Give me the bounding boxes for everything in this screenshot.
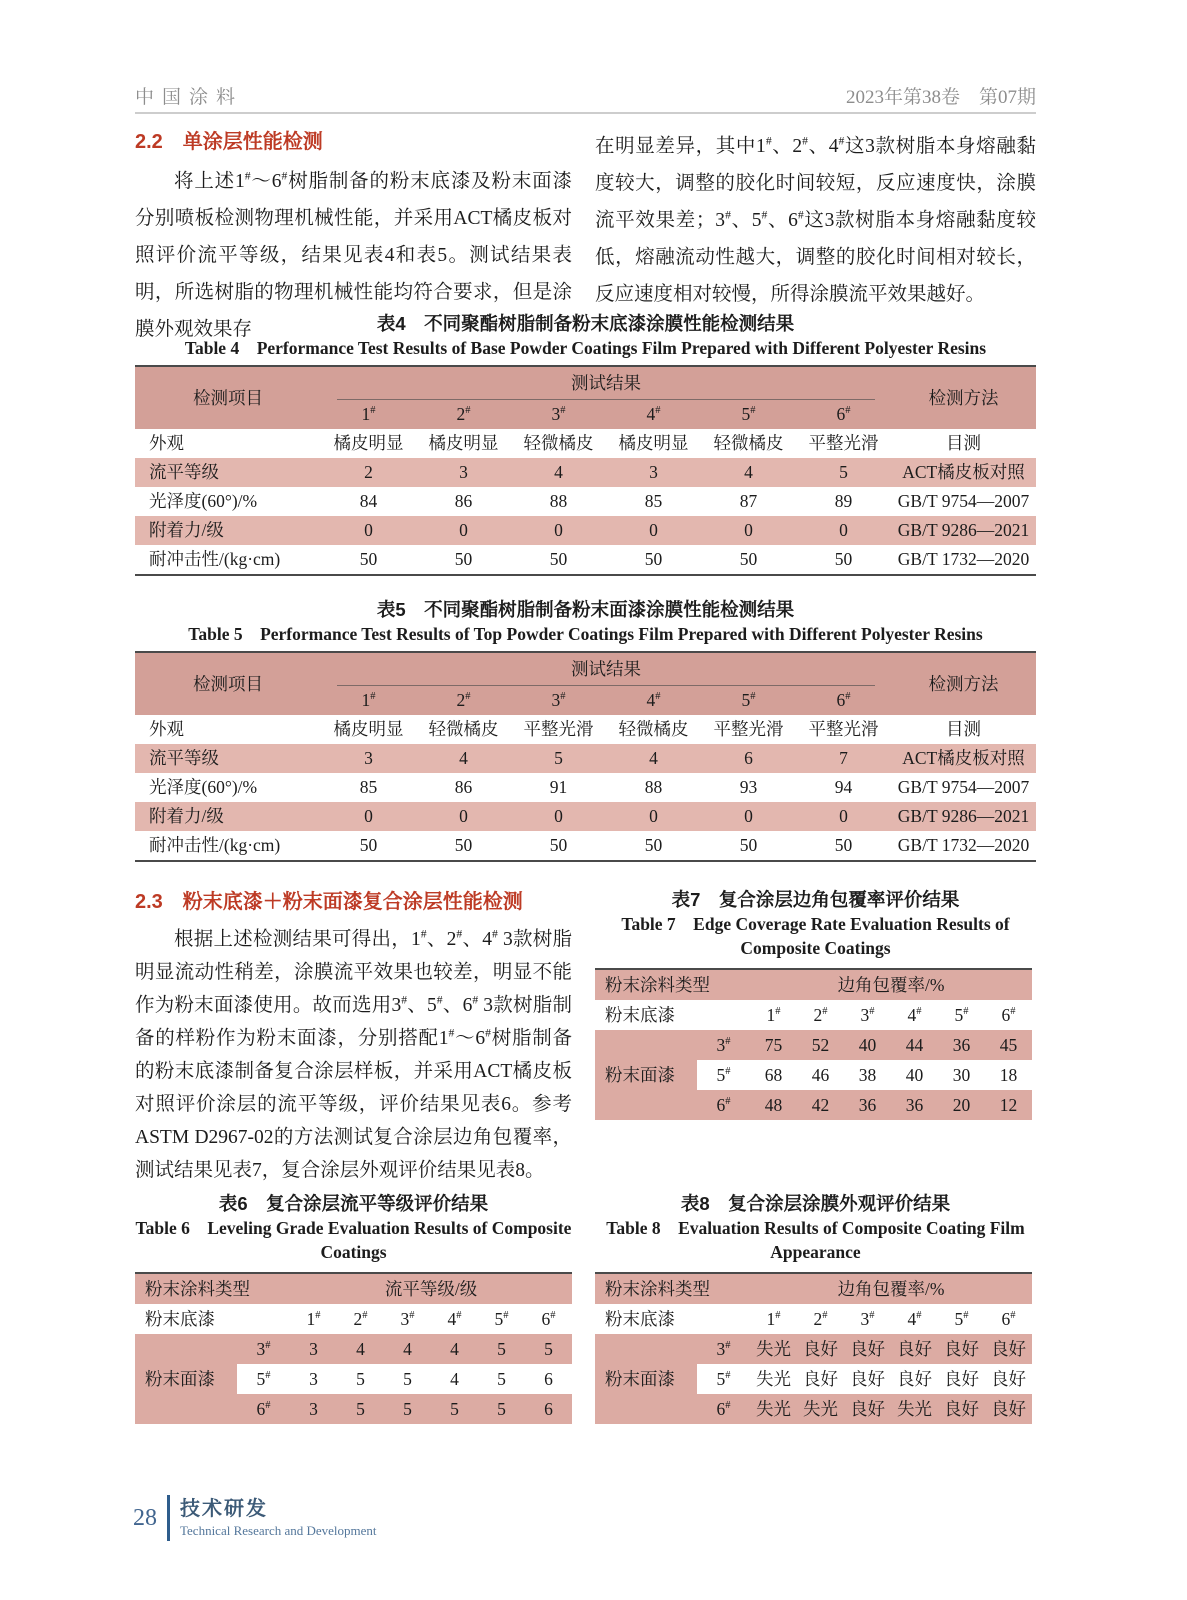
data-table bbox=[135, 365, 1036, 576]
top-coat-label: 粉末面漆 bbox=[595, 1030, 697, 1120]
table-cell: 45 bbox=[985, 1030, 1032, 1060]
table6-title-en-line1: Table 6 Leveling Grade Evaluation Results of Composite bbox=[135, 1218, 572, 1238]
table6-title-cn: 表6 复合涂层流平等级评价结果 bbox=[218, 1193, 489, 1214]
top-coat-sample: 6# bbox=[237, 1394, 290, 1424]
table-cell: 5 bbox=[356, 1369, 365, 1389]
table-cell: 40 bbox=[905, 1065, 924, 1085]
table-cell: 失光 bbox=[891, 1394, 938, 1424]
table-cell: 5 bbox=[403, 1369, 412, 1389]
table-cell: 0 bbox=[796, 516, 891, 545]
table-cell: 轻微橘皮 bbox=[523, 433, 594, 453]
table5-container bbox=[135, 651, 1036, 862]
sample-column-header: 6# bbox=[796, 686, 891, 715]
page-footer bbox=[133, 1495, 377, 1541]
table-cell: 失光 bbox=[797, 1394, 844, 1424]
page-header bbox=[135, 82, 1036, 109]
sample-column-header: 5# bbox=[954, 1005, 969, 1025]
sample-column-header: 3# bbox=[860, 1309, 875, 1329]
table-cell: 50 bbox=[644, 549, 663, 569]
table-row bbox=[135, 516, 1036, 545]
table-cell: 5 bbox=[384, 1394, 431, 1424]
table-cell: 89 bbox=[834, 491, 853, 511]
sample-column-header: 3# bbox=[511, 686, 606, 715]
row-label: 流平等级 bbox=[135, 744, 321, 773]
row-label: 耐冲击性/(kg·cm) bbox=[149, 549, 281, 569]
table-cell: 85 bbox=[644, 491, 663, 511]
table-cell: 36 bbox=[938, 1030, 985, 1060]
sample-column-header: 2# bbox=[813, 1309, 828, 1329]
right-column bbox=[595, 888, 1036, 1187]
sample-column-header: 4# bbox=[907, 1005, 922, 1025]
row-label: 光泽度(60°)/% bbox=[149, 491, 258, 511]
table-cell: 50 bbox=[644, 835, 663, 855]
result-group-header: 测试结果 bbox=[321, 366, 891, 400]
method-cell: 目测 bbox=[946, 433, 981, 453]
sample-column-header: 5# bbox=[701, 400, 796, 429]
page-number: 28 bbox=[133, 1504, 157, 1531]
table-row bbox=[135, 802, 1036, 831]
table-cell: 38 bbox=[858, 1065, 877, 1085]
row-label: 流平等级 bbox=[135, 458, 321, 487]
table-cell: 68 bbox=[764, 1065, 783, 1085]
method-column-header: 检测方法 bbox=[891, 366, 1036, 429]
sample-column-header: 1# bbox=[321, 400, 416, 429]
sample-column-header: 5# bbox=[494, 1309, 509, 1329]
method-cell: ACT橘皮板对照 bbox=[891, 458, 1036, 487]
table-cell: 3 bbox=[309, 1369, 318, 1389]
table-cell: 50 bbox=[834, 549, 853, 569]
base-coat-row bbox=[595, 1304, 1032, 1334]
top-coat-row bbox=[595, 1030, 1032, 1060]
table7-container bbox=[595, 968, 1036, 1120]
method-cell: GB/T 1732—2020 bbox=[897, 549, 1030, 569]
table-cell: 50 bbox=[454, 835, 473, 855]
table-cell: 46 bbox=[811, 1065, 830, 1085]
top-coat-sample: 6# bbox=[697, 1090, 750, 1120]
table-cell: 轻微橘皮 bbox=[713, 433, 784, 453]
table6-container bbox=[135, 1272, 572, 1424]
table-cell: 失光 bbox=[750, 1334, 797, 1364]
sample-column-header: 4# bbox=[606, 400, 701, 429]
table-cell: 良好 bbox=[797, 1334, 844, 1364]
top-coat-sample: 5# bbox=[256, 1369, 271, 1389]
type-column-header: 粉末涂料类型 bbox=[595, 969, 750, 1000]
table-cell: 5 bbox=[497, 1369, 506, 1389]
table-cell: 2 bbox=[321, 458, 416, 487]
table-cell: 0 bbox=[606, 516, 701, 545]
table-row bbox=[135, 715, 1036, 744]
item-column-header: 检测项目 bbox=[135, 652, 321, 715]
table4-title-cn: 表4 不同聚酯树脂制备粉末底漆涂膜性能检测结果 bbox=[376, 313, 795, 334]
top-coat-label: 粉末面漆 bbox=[595, 1334, 697, 1424]
table-cell: 86 bbox=[454, 777, 473, 797]
table-cell: 3 bbox=[321, 744, 416, 773]
table-cell: 0 bbox=[416, 516, 511, 545]
table-cell: 84 bbox=[359, 491, 378, 511]
table-row bbox=[135, 458, 1036, 487]
table-cell: 良好 bbox=[897, 1369, 932, 1389]
table7-title-en-line1: Table 7 Edge Coverage Rate Evaluation Results of bbox=[621, 914, 1010, 934]
sample-column-header: 1# bbox=[306, 1309, 321, 1329]
table-cell: 5 bbox=[431, 1394, 478, 1424]
table-cell: 0 bbox=[701, 802, 796, 831]
table-cell: 平整光滑 bbox=[713, 719, 784, 739]
table-cell: 6 bbox=[525, 1394, 572, 1424]
table5-block bbox=[135, 598, 1036, 862]
table-cell: 88 bbox=[644, 777, 663, 797]
table-row bbox=[135, 487, 1036, 516]
footer-section bbox=[180, 1497, 377, 1539]
top-coat-sample: 5# bbox=[716, 1065, 731, 1085]
table-cell: 平整光滑 bbox=[523, 719, 594, 739]
table-cell: 18 bbox=[999, 1065, 1018, 1085]
base-coat-row bbox=[595, 1000, 1032, 1030]
table-cell: 87 bbox=[739, 491, 758, 511]
table-cell: 12 bbox=[985, 1090, 1032, 1120]
table-cell: 4 bbox=[606, 744, 701, 773]
table-cell: 40 bbox=[844, 1030, 891, 1060]
row-label: 附着力/级 bbox=[135, 516, 321, 545]
table-cell: 良好 bbox=[850, 1369, 885, 1389]
table-cell: 85 bbox=[359, 777, 378, 797]
data-table bbox=[595, 1272, 1032, 1424]
table-row bbox=[135, 429, 1036, 458]
table-cell: 4 bbox=[701, 458, 796, 487]
table-cell: 7 bbox=[796, 744, 891, 773]
table-cell: 平整光滑 bbox=[808, 719, 879, 739]
sample-column-header: 2# bbox=[416, 400, 511, 429]
table7-title-cn: 表7 复合涂层边角包覆率评价结果 bbox=[671, 889, 960, 910]
sample-column-header: 1# bbox=[766, 1005, 781, 1025]
table-cell: 4 bbox=[384, 1334, 431, 1364]
table7-title-en-line2: Composite Coatings bbox=[740, 938, 891, 958]
table-cell: 橘皮明显 bbox=[333, 719, 404, 739]
table-cell: 0 bbox=[416, 802, 511, 831]
sample-column-header: 5# bbox=[701, 686, 796, 715]
table-header-row bbox=[595, 969, 1032, 1000]
table-cell: 75 bbox=[750, 1030, 797, 1060]
sample-column-header: 6# bbox=[1001, 1005, 1016, 1025]
section-2-2-left-paragraph: 将上述1#～6#树脂制备的粉末底漆及粉末面漆分别喷板检测物理机械性能，并采用ACT橘皮板对照评价流平等级，结果见表4和表5。测试结果表明，所选树脂的物理机械性能均符合要求，但是涂膜外观效果存 bbox=[135, 169, 572, 340]
group-header: 流平等级/级 bbox=[290, 1273, 572, 1304]
table-row bbox=[135, 545, 1036, 575]
table-cell: 0 bbox=[321, 802, 416, 831]
table-cell: 0 bbox=[606, 802, 701, 831]
result-group-header: 测试结果 bbox=[321, 652, 891, 686]
table-header-row bbox=[135, 366, 1036, 400]
footer-divider-bar bbox=[167, 1495, 170, 1541]
table-cell: 4 bbox=[450, 1369, 459, 1389]
table-cell: 3 bbox=[290, 1394, 337, 1424]
table-cell: 5 bbox=[525, 1334, 572, 1364]
method-cell: ACT橘皮板对照 bbox=[891, 744, 1036, 773]
table8-title-en-line2: Appearance bbox=[770, 1242, 861, 1262]
top-coat-sample: 3# bbox=[697, 1334, 750, 1364]
table-cell: 良好 bbox=[991, 1369, 1027, 1389]
table-cell: 50 bbox=[359, 549, 378, 569]
data-table bbox=[135, 651, 1036, 862]
top-coat-row bbox=[135, 1334, 572, 1364]
top-coat-sample: 3# bbox=[697, 1030, 750, 1060]
table-cell: 良好 bbox=[938, 1334, 985, 1364]
type-column-header: 粉末涂料类型 bbox=[595, 1273, 750, 1304]
table-cell: 4 bbox=[511, 458, 606, 487]
footer-section-en: Technical Research and Development bbox=[180, 1523, 377, 1538]
table-cell: 失光 bbox=[756, 1369, 791, 1389]
table-cell: 5 bbox=[796, 458, 891, 487]
table-cell: 轻微橘皮 bbox=[428, 719, 499, 739]
table-cell: 轻微橘皮 bbox=[618, 719, 689, 739]
table-cell: 36 bbox=[891, 1090, 938, 1120]
row-label: 外观 bbox=[149, 719, 184, 739]
table-cell: 3 bbox=[416, 458, 511, 487]
table-cell: 44 bbox=[891, 1030, 938, 1060]
sample-column-header: 4# bbox=[606, 686, 701, 715]
table-cell: 橘皮明显 bbox=[333, 433, 404, 453]
table-cell: 4 bbox=[337, 1334, 384, 1364]
table-cell: 3 bbox=[606, 458, 701, 487]
type-column-header: 粉末涂料类型 bbox=[135, 1273, 290, 1304]
base-coat-row bbox=[135, 1304, 572, 1334]
table-cell: 50 bbox=[454, 549, 473, 569]
section-2-2-right-paragraph: 在明显差异，其中1#、2#、4#这3款树脂本身熔融黏度较大，调整的胶化时间较短，反应速度快，涂膜流平效果差；3#、5#、6#这3款树脂本身熔融黏度较低，熔融流动性越大，调整的胶化时间相对较长，反应速度相对较慢，所得涂膜流平效果越好。 bbox=[595, 134, 1036, 305]
sample-column-header: 4# bbox=[447, 1309, 462, 1329]
group-header: 边角包覆率/% bbox=[750, 1273, 1032, 1304]
table8-container bbox=[595, 1272, 1036, 1424]
table-cell: 橘皮明显 bbox=[428, 433, 499, 453]
table-cell: 良好 bbox=[938, 1394, 985, 1424]
row-label: 附着力/级 bbox=[135, 802, 321, 831]
sample-column-header: 3# bbox=[400, 1309, 415, 1329]
left-column bbox=[135, 1192, 572, 1424]
journal-name: 中国涂料 bbox=[135, 87, 244, 108]
table-cell: 88 bbox=[549, 491, 568, 511]
table5-title-en: Table 5 Performance Test Results of Top Powder Coatings Film Prepared with Different Polyester Resins bbox=[188, 624, 983, 644]
table-cell: 50 bbox=[739, 835, 758, 855]
table-cell: 失光 bbox=[750, 1394, 797, 1424]
table-cell: 4 bbox=[416, 744, 511, 773]
footer-section-cn: 技术研发 bbox=[180, 1498, 268, 1520]
table-cell: 48 bbox=[750, 1090, 797, 1120]
table6-title-en-line2: Coatings bbox=[320, 1242, 387, 1262]
sample-column-header: 5# bbox=[954, 1309, 969, 1329]
base-coat-label: 粉末底漆 bbox=[605, 1005, 675, 1025]
method-column-header: 检测方法 bbox=[891, 652, 1036, 715]
row-label: 光泽度(60°)/% bbox=[149, 777, 258, 797]
data-table bbox=[135, 1272, 572, 1424]
sample-column-header: 3# bbox=[860, 1005, 875, 1025]
bottom-tables-row bbox=[135, 1192, 1036, 1424]
method-cell: GB/T 9286—2021 bbox=[891, 516, 1036, 545]
table-cell: 50 bbox=[549, 549, 568, 569]
table-cell: 20 bbox=[938, 1090, 985, 1120]
method-cell: GB/T 9286—2021 bbox=[891, 802, 1036, 831]
table-cell: 6 bbox=[701, 744, 796, 773]
sample-column-header: 2# bbox=[813, 1005, 828, 1025]
item-column-header: 检测项目 bbox=[135, 366, 321, 429]
table-cell: 4 bbox=[431, 1334, 478, 1364]
group-header: 边角包覆率/% bbox=[750, 969, 1032, 1000]
table5-title-cn: 表5 不同聚酯树脂制备粉末面漆涂膜性能检测结果 bbox=[376, 599, 795, 620]
table4-block bbox=[135, 312, 1036, 576]
table8-title-cn: 表8 复合涂层涂膜外观评价结果 bbox=[680, 1193, 951, 1214]
base-coat-label: 粉末底漆 bbox=[605, 1309, 675, 1329]
sample-column-header: 2# bbox=[416, 686, 511, 715]
table-cell: 86 bbox=[454, 491, 473, 511]
table-row bbox=[135, 773, 1036, 802]
top-coat-sample: 3# bbox=[237, 1334, 290, 1364]
table-row bbox=[135, 744, 1036, 773]
table-cell: 5 bbox=[337, 1394, 384, 1424]
sample-column-header: 1# bbox=[321, 686, 416, 715]
table-cell: 5 bbox=[478, 1334, 525, 1364]
table-cell: 良好 bbox=[844, 1334, 891, 1364]
table-header-row bbox=[595, 1273, 1032, 1304]
table-cell: 平整光滑 bbox=[808, 433, 879, 453]
row-label: 外观 bbox=[149, 433, 184, 453]
table-cell: 0 bbox=[701, 516, 796, 545]
section-2-2-heading: 2.2 单涂层性能检测 bbox=[135, 131, 323, 153]
table-header-row bbox=[135, 1273, 572, 1304]
method-cell: 目测 bbox=[946, 719, 981, 739]
right-column bbox=[595, 1192, 1036, 1424]
table-cell: 36 bbox=[844, 1090, 891, 1120]
table-cell: 6 bbox=[544, 1369, 553, 1389]
sample-column-header: 6# bbox=[541, 1309, 556, 1329]
table-header-row bbox=[135, 652, 1036, 686]
left-column bbox=[135, 888, 572, 1187]
section-2-3-heading: 2.3 粉末底漆＋粉末面漆复合涂层性能检测 bbox=[135, 891, 523, 913]
header-rule bbox=[135, 112, 1036, 114]
table-cell: 50 bbox=[834, 835, 853, 855]
table-cell: 良好 bbox=[844, 1394, 891, 1424]
base-coat-label: 粉末底漆 bbox=[145, 1309, 215, 1329]
table-cell: 0 bbox=[796, 802, 891, 831]
sample-column-header: 2# bbox=[353, 1309, 368, 1329]
table4-container bbox=[135, 365, 1036, 576]
sample-column-header: 6# bbox=[1001, 1309, 1016, 1329]
table-cell: 良好 bbox=[985, 1394, 1032, 1424]
row-label: 耐冲击性/(kg·cm) bbox=[149, 835, 281, 855]
section-2-3-paragraph: 根据上述检测结果可得出，1#、2#、4# 3款树脂明显流动性稍差，涂膜流平效果也较差，明显不能作为粉末面漆使用。故而选用3#、5#、6# 3款树脂制备的样粉作为粉末面漆，分别搭配1#～6#树脂制备的粉末底漆制备复合涂层样板，并采用ACT橘皮板对照评价涂层的流平等级，评价结果见表6。参考ASTM D2967-02的方法测试复合涂层边角包覆率，测试结果见表7，复合涂层外观评价结果见表8。 bbox=[135, 927, 572, 1181]
top-coat-sample: 6# bbox=[697, 1394, 750, 1424]
top-coat-sample: 5# bbox=[716, 1369, 731, 1389]
table-row bbox=[135, 831, 1036, 861]
top-coat-label: 粉末面漆 bbox=[135, 1334, 237, 1424]
table-cell: 50 bbox=[549, 835, 568, 855]
table-cell: 52 bbox=[797, 1030, 844, 1060]
table-cell: 0 bbox=[511, 516, 606, 545]
table-cell: 94 bbox=[834, 777, 853, 797]
top-coat-row bbox=[595, 1334, 1032, 1364]
issue-info: 2023年第38卷 第07期 bbox=[845, 87, 1036, 108]
table-cell: 橘皮明显 bbox=[618, 433, 689, 453]
method-cell: GB/T 9754—2007 bbox=[897, 777, 1030, 797]
table-cell: 5 bbox=[511, 744, 606, 773]
method-cell: GB/T 1732—2020 bbox=[897, 835, 1030, 855]
table-cell: 50 bbox=[739, 549, 758, 569]
table4-title-en: Table 4 Performance Test Results of Base Powder Coatings Film Prepared with Different Polyester Resins bbox=[184, 338, 987, 358]
table-cell: 50 bbox=[359, 835, 378, 855]
table-cell: 良好 bbox=[944, 1369, 979, 1389]
sample-column-header: 6# bbox=[796, 400, 891, 429]
sample-column-header: 1# bbox=[766, 1309, 781, 1329]
table-cell: 0 bbox=[511, 802, 606, 831]
table-cell: 0 bbox=[321, 516, 416, 545]
table-cell: 3 bbox=[290, 1334, 337, 1364]
table-cell: 良好 bbox=[803, 1369, 838, 1389]
table-cell: 良好 bbox=[985, 1334, 1032, 1364]
sample-column-header: 4# bbox=[907, 1309, 922, 1329]
table-cell: 93 bbox=[739, 777, 758, 797]
table-cell: 5 bbox=[478, 1394, 525, 1424]
section-2-3-row bbox=[135, 888, 1036, 1187]
table-cell: 91 bbox=[549, 777, 568, 797]
sample-column-header: 3# bbox=[511, 400, 606, 429]
table8-title-en-line1: Table 8 Evaluation Results of Composite Coating Film bbox=[606, 1218, 1025, 1238]
table-cell: 30 bbox=[952, 1065, 971, 1085]
data-table bbox=[595, 968, 1032, 1120]
method-cell: GB/T 9754—2007 bbox=[897, 491, 1030, 511]
table-cell: 良好 bbox=[891, 1334, 938, 1364]
table-cell: 42 bbox=[797, 1090, 844, 1120]
